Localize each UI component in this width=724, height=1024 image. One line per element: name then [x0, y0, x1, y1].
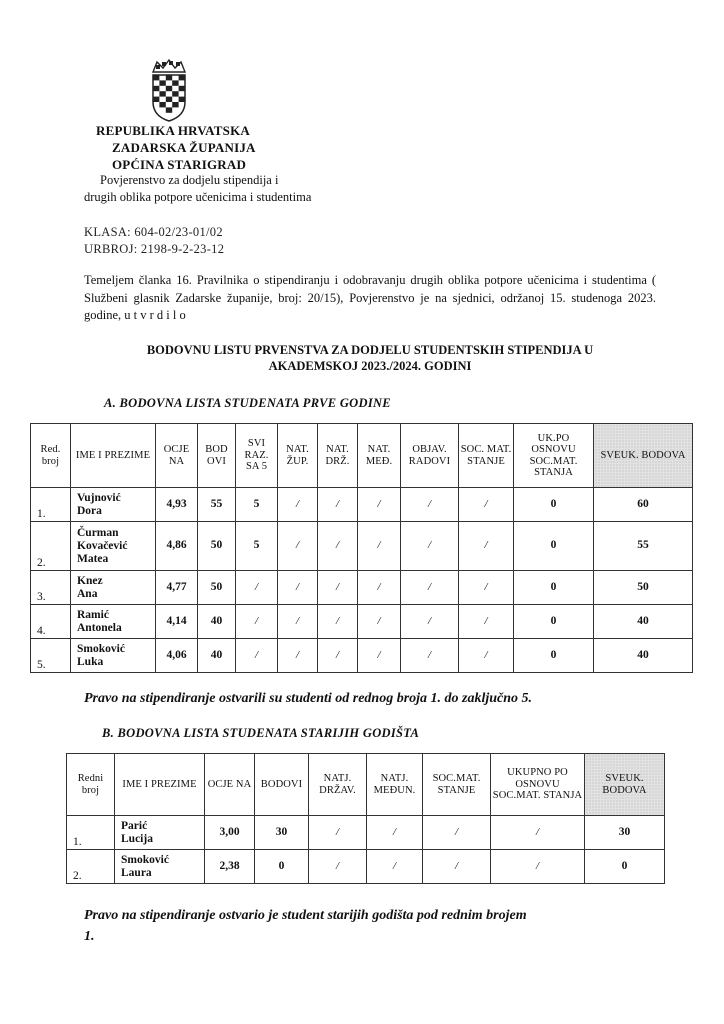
header-soc-mat-stanje: SOC. MAT. STANJE [459, 424, 514, 488]
header-soc-mat-stanje: SOC.MAT. STANJE [423, 754, 491, 816]
section-b-title: B. BODOVNA LISTA STUDENATA STARIJIH GODIŠTA [102, 726, 420, 740]
ocjena-value: 2,38 [205, 850, 255, 884]
total-value: 40 [594, 605, 693, 639]
nat-med-value: / [358, 488, 401, 522]
table-row [67, 816, 665, 850]
total-value: 0 [585, 850, 665, 884]
student-name: Smoković Laura [115, 850, 205, 884]
nat-drz-value: / [318, 522, 358, 571]
nat-zup-value: / [278, 605, 318, 639]
uk-soc-value: / [491, 816, 585, 850]
table-b [66, 753, 665, 884]
nat-med-value: / [358, 639, 401, 673]
bodovi-value: 0 [255, 850, 309, 884]
svi5-value: 5 [236, 522, 278, 571]
coat-of-arms-icon [149, 58, 189, 122]
nat-zup-value: / [278, 639, 318, 673]
header-sveuk-bodova: SVEUK. BODOVA [594, 424, 693, 488]
row-number: 1. [67, 816, 115, 850]
table-row [67, 850, 665, 884]
student-name: Vujnović Dora [71, 488, 156, 522]
table-row [31, 488, 693, 522]
republic-name: REPUBLIKA HRVATSKA [96, 123, 251, 138]
urbroj-number: URBROJ: 2198-9-2-23-12 [84, 242, 225, 256]
uk-soc-value: 0 [514, 488, 594, 522]
bodovi-value: 50 [198, 522, 236, 571]
soc-value: / [423, 850, 491, 884]
row-number: 4. [31, 605, 71, 639]
table-row [31, 571, 693, 605]
objav-value: / [401, 488, 459, 522]
bodovi-value: 40 [198, 605, 236, 639]
svi5-value: / [236, 571, 278, 605]
header-bodovi: BOD OVI [198, 424, 236, 488]
soc-value: / [459, 522, 514, 571]
title-line-2: AKADEMSKOJ 2023./2024. GODINI [268, 359, 472, 373]
bodovi-value: 30 [255, 816, 309, 850]
svi5-value: / [236, 605, 278, 639]
row-number: 2. [67, 850, 115, 884]
natj-drz-value: / [309, 850, 367, 884]
objav-value: / [401, 605, 459, 639]
objav-value: / [401, 522, 459, 571]
table-row [31, 605, 693, 639]
header-redni-broj: Redni broj [67, 754, 115, 816]
soc-value: / [459, 571, 514, 605]
header-nat-drz: NAT. DRŽ. [318, 424, 358, 488]
total-value: 60 [594, 488, 693, 522]
header-objav-radovi: OBJAV. RADOVI [401, 424, 459, 488]
nat-med-value: / [358, 605, 401, 639]
uk-soc-value: / [491, 850, 585, 884]
nat-drz-value: / [318, 488, 358, 522]
nat-zup-value: / [278, 571, 318, 605]
ocjena-value: 4,93 [156, 488, 198, 522]
header-svi-razredi-5: SVI RAZ. SA 5 [236, 424, 278, 488]
header-ukupno-soc-mat: UKUPNO PO OSNOVU SOC.MAT. STANJA [491, 754, 585, 816]
uk-soc-value: 0 [514, 605, 594, 639]
ocjena-value: 3,00 [205, 816, 255, 850]
section-b-note-line-1: Pravo na stipendiranje ostvario je student starijih godišta pod rednim brojem [84, 908, 527, 923]
svi5-value: / [236, 639, 278, 673]
header-ocjena: OCJE NA [156, 424, 198, 488]
soc-value: / [459, 605, 514, 639]
klasa-number: KLASA: 604-02/23-01/02 [84, 225, 223, 239]
natj-med-value: / [367, 850, 423, 884]
section-a-note: Pravo na stipendiranje ostvarili su studenti od rednog broja 1. do zaključno 5. [84, 691, 533, 706]
natj-drz-value: / [309, 816, 367, 850]
ocjena-value: 4,77 [156, 571, 198, 605]
section-b-note-line-2: 1. [84, 929, 95, 944]
committee-line-2: drugih oblika potpore učenicima i studentima [84, 190, 312, 204]
county-name: ZADARSKA ŽUPANIJA [112, 140, 256, 155]
header-bodovi: BODOVI [255, 754, 309, 816]
objav-value: / [401, 571, 459, 605]
total-value: 40 [594, 639, 693, 673]
nat-zup-value: / [278, 488, 318, 522]
student-name: Knez Ana [71, 571, 156, 605]
uk-soc-value: 0 [514, 522, 594, 571]
bodovi-value: 40 [198, 639, 236, 673]
nat-med-value: / [358, 522, 401, 571]
header-ocjena: OCJE NA [205, 754, 255, 816]
student-name: Ramić Antonela [71, 605, 156, 639]
ocjena-value: 4,06 [156, 639, 198, 673]
municipality-name: OPĆINA STARIGRAD [112, 157, 247, 172]
header-ime-prezime: IME I PREZIME [115, 754, 205, 816]
total-value: 55 [594, 522, 693, 571]
row-number: 2. [31, 522, 71, 571]
student-name: Smoković Luka [71, 639, 156, 673]
document-title [84, 342, 656, 374]
table-a-header-row [31, 424, 693, 488]
bodovi-value: 55 [198, 488, 236, 522]
header-nat-zup: NAT. ŽUP. [278, 424, 318, 488]
uk-soc-value: 0 [514, 571, 594, 605]
natj-med-value: / [367, 816, 423, 850]
table-row [31, 522, 693, 571]
section-a-title: A. BODOVNA LISTA STUDENATA PRVE GODINE [104, 396, 391, 410]
header-red-broj: Red. broj [31, 424, 71, 488]
ocjena-value: 4,14 [156, 605, 198, 639]
table-row [31, 639, 693, 673]
row-number: 5. [31, 639, 71, 673]
bodovi-value: 50 [198, 571, 236, 605]
total-value: 50 [594, 571, 693, 605]
soc-value: / [459, 639, 514, 673]
soc-value: / [423, 816, 491, 850]
total-value: 30 [585, 816, 665, 850]
row-number: 1. [31, 488, 71, 522]
objav-value: / [401, 639, 459, 673]
ocjena-value: 4,86 [156, 522, 198, 571]
table-a [30, 423, 693, 673]
nat-zup-value: / [278, 522, 318, 571]
soc-value: / [459, 488, 514, 522]
title-line-1: BODOVNU LISTU PRVENSTVA ZA DODJELU STUDENTSKIH STIPENDIJA U [146, 343, 594, 357]
uk-soc-value: 0 [514, 639, 594, 673]
header-natj-medun: NATJ. MEĐUN. [367, 754, 423, 816]
nat-med-value: / [358, 571, 401, 605]
table-b-header-row [67, 754, 665, 816]
svi5-value: 5 [236, 488, 278, 522]
header-nat-med: NAT. MEĐ. [358, 424, 401, 488]
student-name: Parić Lucija [115, 816, 205, 850]
intro-paragraph: Temeljem članka 16. Pravilnika o stipendiranju i odobravanju drugih oblika potpore učenicima i studentima ( Službeni glasnik Zadarske županije, broj: 20/15), Povjerenstvo je na sjednici, održanoj 15. studenoga 2023. godine, u t v r d i l o [84, 273, 656, 322]
row-number: 3. [31, 571, 71, 605]
header-ime-prezime: IME I PREZIME [71, 424, 156, 488]
header-uk-soc-mat: UK.PO OSNOVU SOC.MAT. STANJA [514, 424, 594, 488]
header-sveuk-bodova: SVEUK. BODOVA [585, 754, 665, 816]
header-natj-drzav: NATJ. DRŽAV. [309, 754, 367, 816]
nat-drz-value: / [318, 639, 358, 673]
nat-drz-value: / [318, 571, 358, 605]
nat-drz-value: / [318, 605, 358, 639]
student-name: Čurman Kovačević Matea [71, 522, 156, 571]
committee-line-1: Povjerenstvo za dodjelu stipendija i [100, 173, 279, 187]
